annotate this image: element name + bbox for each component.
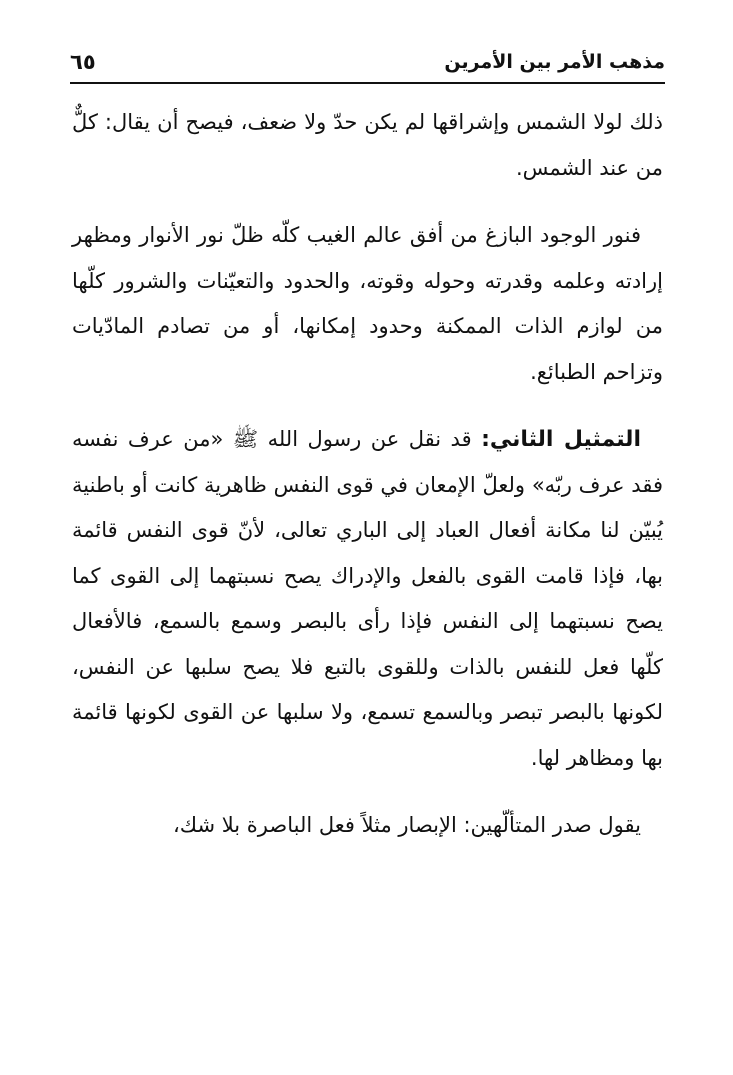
page-header xyxy=(70,36,665,76)
running-title: مذهب الأمر بين الأمرين xyxy=(444,51,665,73)
paragraph-1-text: ذلك لولا الشمس وإشراقها لم يكن حدّ ولا ضعف، فيصح أن يقال: كلٌّ من عند الشمس. xyxy=(72,110,663,180)
paragraph-3-text: قد نقل عن رسول الله ﷺ «من عرف نفسه فقد عرف ربّه» ولعلّ الإمعان في قوى النفس ظاهرية كانت أو باطنية يُبيّن لنا مكانة أفعال العباد إلى الباري تعالى، لأنّ قوى النفس قائمة بها، فإذا قامت القوى بالفعل والإدراك يصح نسبتهما إلى القوى كما يصح نسبتهما إلى النفس فإذا رأى بالبصر وسمع بالسمع، فالأفعال كلّها فعل للنفس بالذات وللقوى بالتبع فلا يصح سلبها عن النفس، لكونها بالبصر تبصر وبالسمع تسمع، ولا سلبها عن القوى لكونها قائمة بها ومظاهر لها. xyxy=(72,427,663,770)
paragraph-4-text: يقول صدر المتألّهين: الإبصار مثلاً فعل الباصرة بلا شك، xyxy=(173,813,641,837)
page-number: ٦٥ xyxy=(70,50,96,74)
paragraph-3 xyxy=(72,417,663,781)
paragraph-4 xyxy=(72,803,663,849)
header-rule xyxy=(70,82,665,84)
paragraph-2-text: فنور الوجود البازغ من أفق عالم الغيب كلّه ظلّ نور الأنوار ومظهر إرادته وعلمه وقدرته وحوله وقوته، والحدود والتعيّنات والشرور كلّها من لوازم الذات الممكنة وحدود إمكانها، أو من تصادم المادّيات وتزاحم الطبائع. xyxy=(72,223,663,384)
paragraph-2 xyxy=(72,213,663,395)
section-heading: التمثيل الثاني: xyxy=(481,427,641,452)
page-body xyxy=(72,100,663,849)
paragraph-1 xyxy=(72,100,663,191)
